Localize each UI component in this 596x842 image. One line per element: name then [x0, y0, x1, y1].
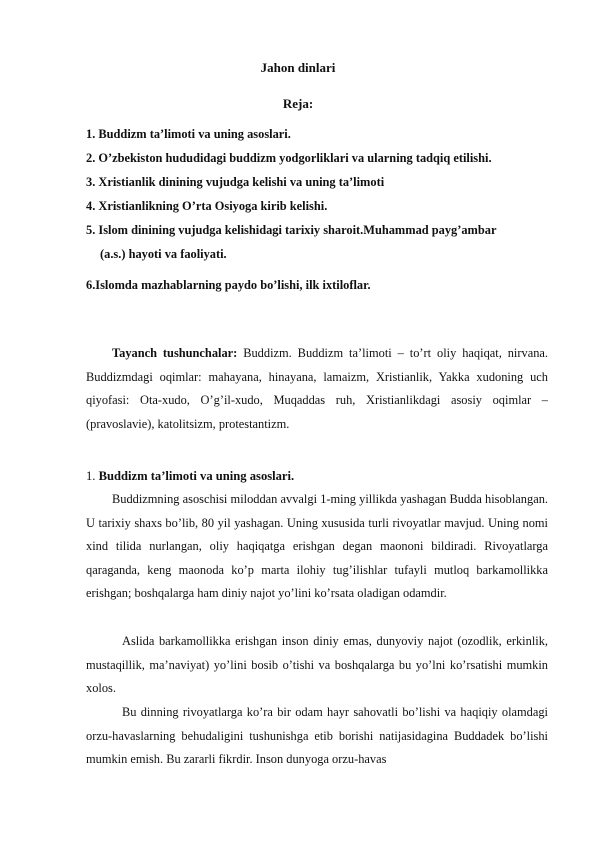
paragraph-3: Bu dinning rivoyatlarga ko’ra bir odam hayr sahovatli bo’lishi va haqiqiy olamdagi orzu-havaslarning behudaligini tushunishga etib borishi natijasidagina Buddadek bo’lishi mumkin emish. Bu zararli fikrdir. Inson dunyoga orzu-havas [86, 705, 548, 767]
plan-item-5: 5. Islom dinining vujudga kelishidagi tarixiy sharoit.Muhammad payg’ambar [86, 223, 497, 237]
document-title: Jahon dinlari [260, 60, 336, 75]
plan-item-5-continuation: (a.s.) hayoti va faoliyati. [100, 247, 227, 261]
paragraph-2: Aslida barkamollikka erishgan inson diniy emas, dunyoviy najot (ozodlik, erkinlik, mustaqillik, ma’naviyat) yo’lini bosib o’tishi va boshqalarga bu yo’lni ko’rsatishi mumkin xolos. [86, 634, 548, 696]
key-terms-paragraph [86, 342, 548, 436]
plan-title: Reja: [282, 96, 314, 111]
section-1-heading [86, 468, 548, 484]
plan-item-1: 1. Buddizm ta’limoti va uning asoslari. [86, 127, 291, 141]
key-terms-text: Buddizm. Buddizm ta’limoti – to’rt oliy haqiqat, nirvana. Buddizmdagi oqimlar: mahayana, hinayana, lamaizm, Xristianlik, Yakka xudoning uch qiyofasi: Ota-xudo, O’g’il-xudo, Muqaddas ruh, Xristianlikdagi asosiy oqimlar – (pravoslavie), katolitsizm, protestantizm. [86, 346, 548, 431]
key-terms-label: Tayanch tushunchalar: [112, 346, 238, 360]
section-1-title: Buddizm ta’limoti va uning asoslari. [98, 469, 295, 483]
plan-item-4: 4. Xristianlikning O’rta Osiyoga kirib kelishi. [86, 199, 328, 213]
paragraph-1: Buddizmning asoschisi miloddan avvalgi 1-ming yillikda yashagan Budda hisoblangan. U tarixiy shaxs bo’lib, 80 yil yashagan. Uning xususida turli rivoyatlar mavjud. Uning nomi xind tilida nurlangan, oliy haqiqatga erishgan degan maononi bildiradi. Rivoyatlarga qaraganda, keng maonoda ko’p marta ilohiy tug’ilishlar tufayli mutloq barkamollikka erishgan; boshqalarga ham diniy najot yo’lini ko’rsata oladigan odamdir. [86, 492, 548, 601]
plan-item-5-continuation-wrap [86, 246, 548, 262]
section-1-number: 1. [86, 469, 99, 483]
plan-item-3: 3. Xristianlik dinining vujudga kelishi va uning ta’limoti [86, 175, 385, 189]
plan-item-6: 6.Islomda mazhablarning paydo bo’lishi, ilk ixtiloflar. [86, 278, 371, 292]
plan-item-2: 2. O’zbekiston hududidagi buddizm yodgorliklari va ularning tadqiq etilishi. [86, 151, 492, 165]
